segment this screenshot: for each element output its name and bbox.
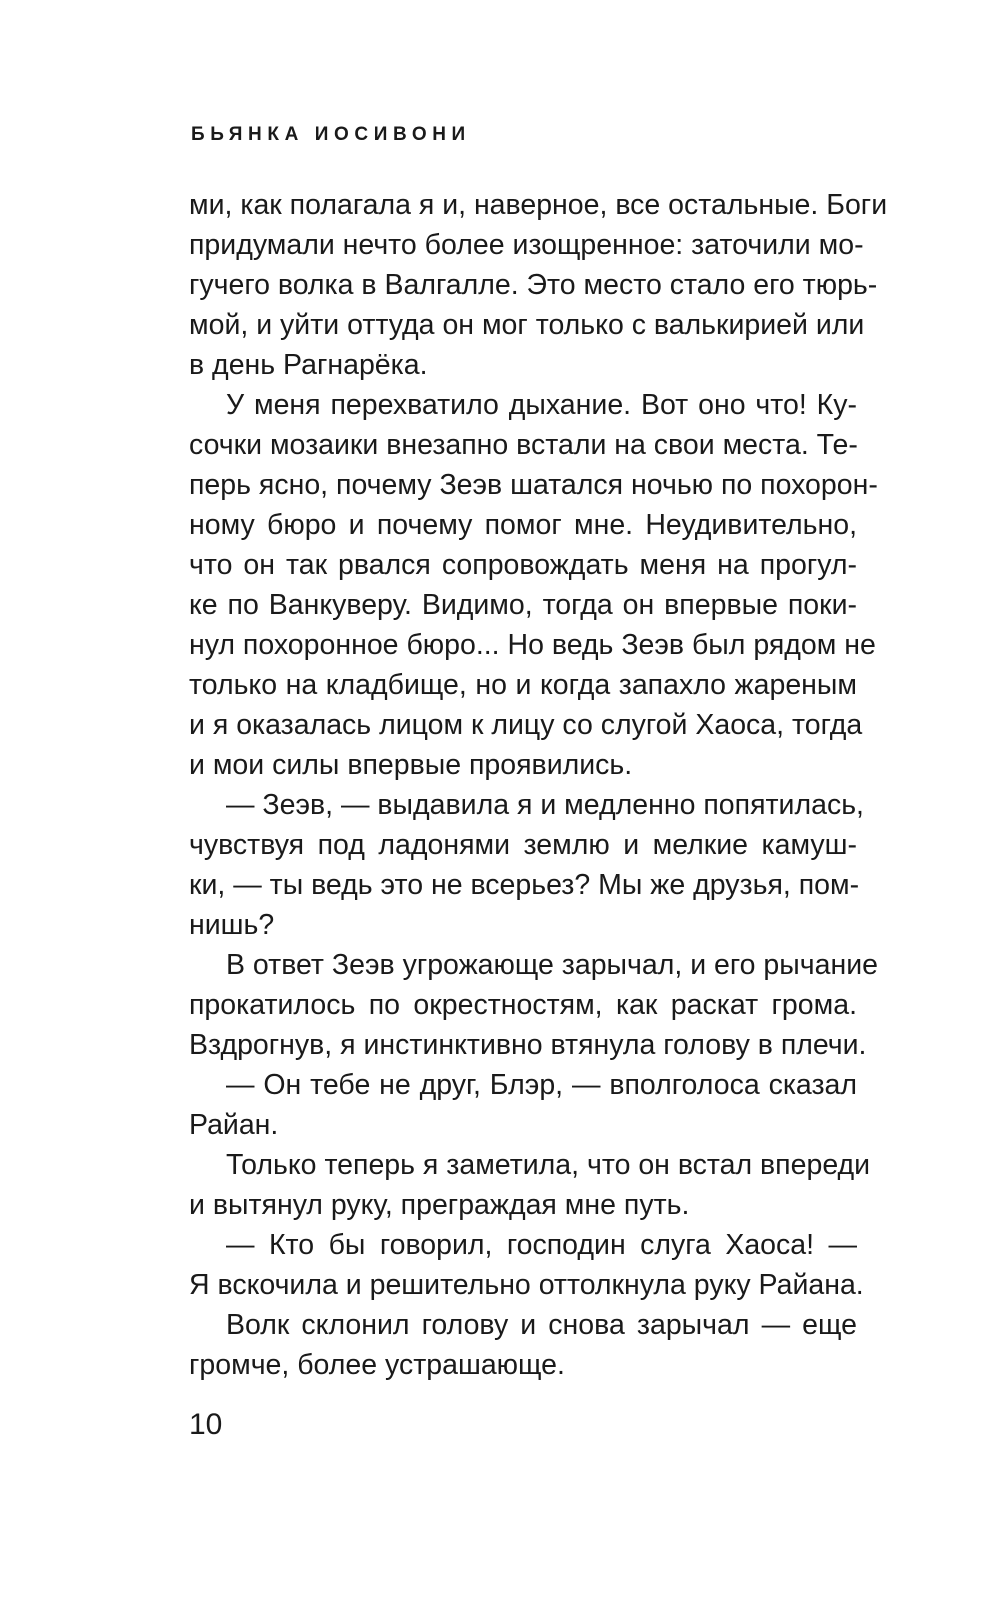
- text-line: и я оказалась лицом к лицу со слугой Хаоса, тогда: [189, 709, 863, 741]
- text-line: нул похоронное бюро... Но ведь Зеэв был рядом не: [189, 629, 876, 661]
- text-line: перь ясно, почему Зеэв шатался ночью по похорон-: [189, 469, 878, 501]
- text-line: Волк склонил голову и снова зарычал — еще: [226, 1309, 857, 1341]
- text-line: гучего волка в Валгалле. Это место стало его тюрь-: [189, 269, 878, 301]
- text-line: Райан.: [189, 1109, 279, 1141]
- text-line: Только теперь я заметила, что он встал впереди: [226, 1149, 871, 1181]
- text-line: только на кладбище, но и когда запахло жареным: [189, 669, 857, 701]
- text-line: мой, и уйти оттуда он мог только с валькирией или: [189, 309, 865, 341]
- text-line: в день Рагнарёка.: [189, 349, 428, 381]
- text-line: что он так рвался сопровождать меня на прогул-: [189, 549, 857, 581]
- text-line: громче, более устрашающе.: [189, 1349, 565, 1381]
- text-line: прокатилось по окрестностям, как раскат грома.: [189, 989, 857, 1021]
- text-line: сочки мозаики внезапно встали на свои места. Те-: [189, 429, 858, 461]
- text-line: ке по Ванкуверу. Видимо, тогда он впервые поки-: [189, 589, 857, 621]
- text-line: Вздрогнув, я инстинктивно втянула голову в плечи.: [189, 1029, 867, 1061]
- text-line: — Кто бы говорил, господин слуга Хаоса! —: [226, 1229, 857, 1261]
- text-line: — Он тебе не друг, Блэр, — вполголоса сказал: [226, 1069, 857, 1101]
- text-line: придумали нечто более изощренное: заточили мо-: [189, 229, 864, 261]
- text-line: Я вскочила и решительно оттолкнула руку Райана.: [189, 1269, 864, 1301]
- text-line: В ответ Зеэв угрожающе зарычал, и его рычание: [226, 949, 878, 981]
- text-line: и вытянул руку, преграждая мне путь.: [189, 1189, 690, 1221]
- text-line: ми, как полагала я и, наверное, все остальные. Боги: [189, 189, 888, 221]
- text-line: чувствуя под ладонями землю и мелкие камуш-: [189, 829, 857, 861]
- text-line: нишь?: [189, 909, 275, 941]
- text-line: ному бюро и почему помог мне. Неудивительно,: [189, 509, 857, 541]
- text-line: — Зеэв, — выдавила я и медленно попятилась,: [226, 789, 864, 821]
- text-line: У меня перехватило дыхание. Вот оно что! Ку-: [226, 389, 857, 421]
- text-line: ки, — ты ведь это не всерьез? Мы же друзья, пом-: [189, 869, 860, 901]
- page-number: 10: [189, 1408, 223, 1441]
- text-line: и мои силы впервые проявились.: [189, 749, 633, 781]
- body-text: [189, 185, 888, 1385]
- running-header-author: БЬЯНКА ИОСИВОНИ: [191, 124, 471, 145]
